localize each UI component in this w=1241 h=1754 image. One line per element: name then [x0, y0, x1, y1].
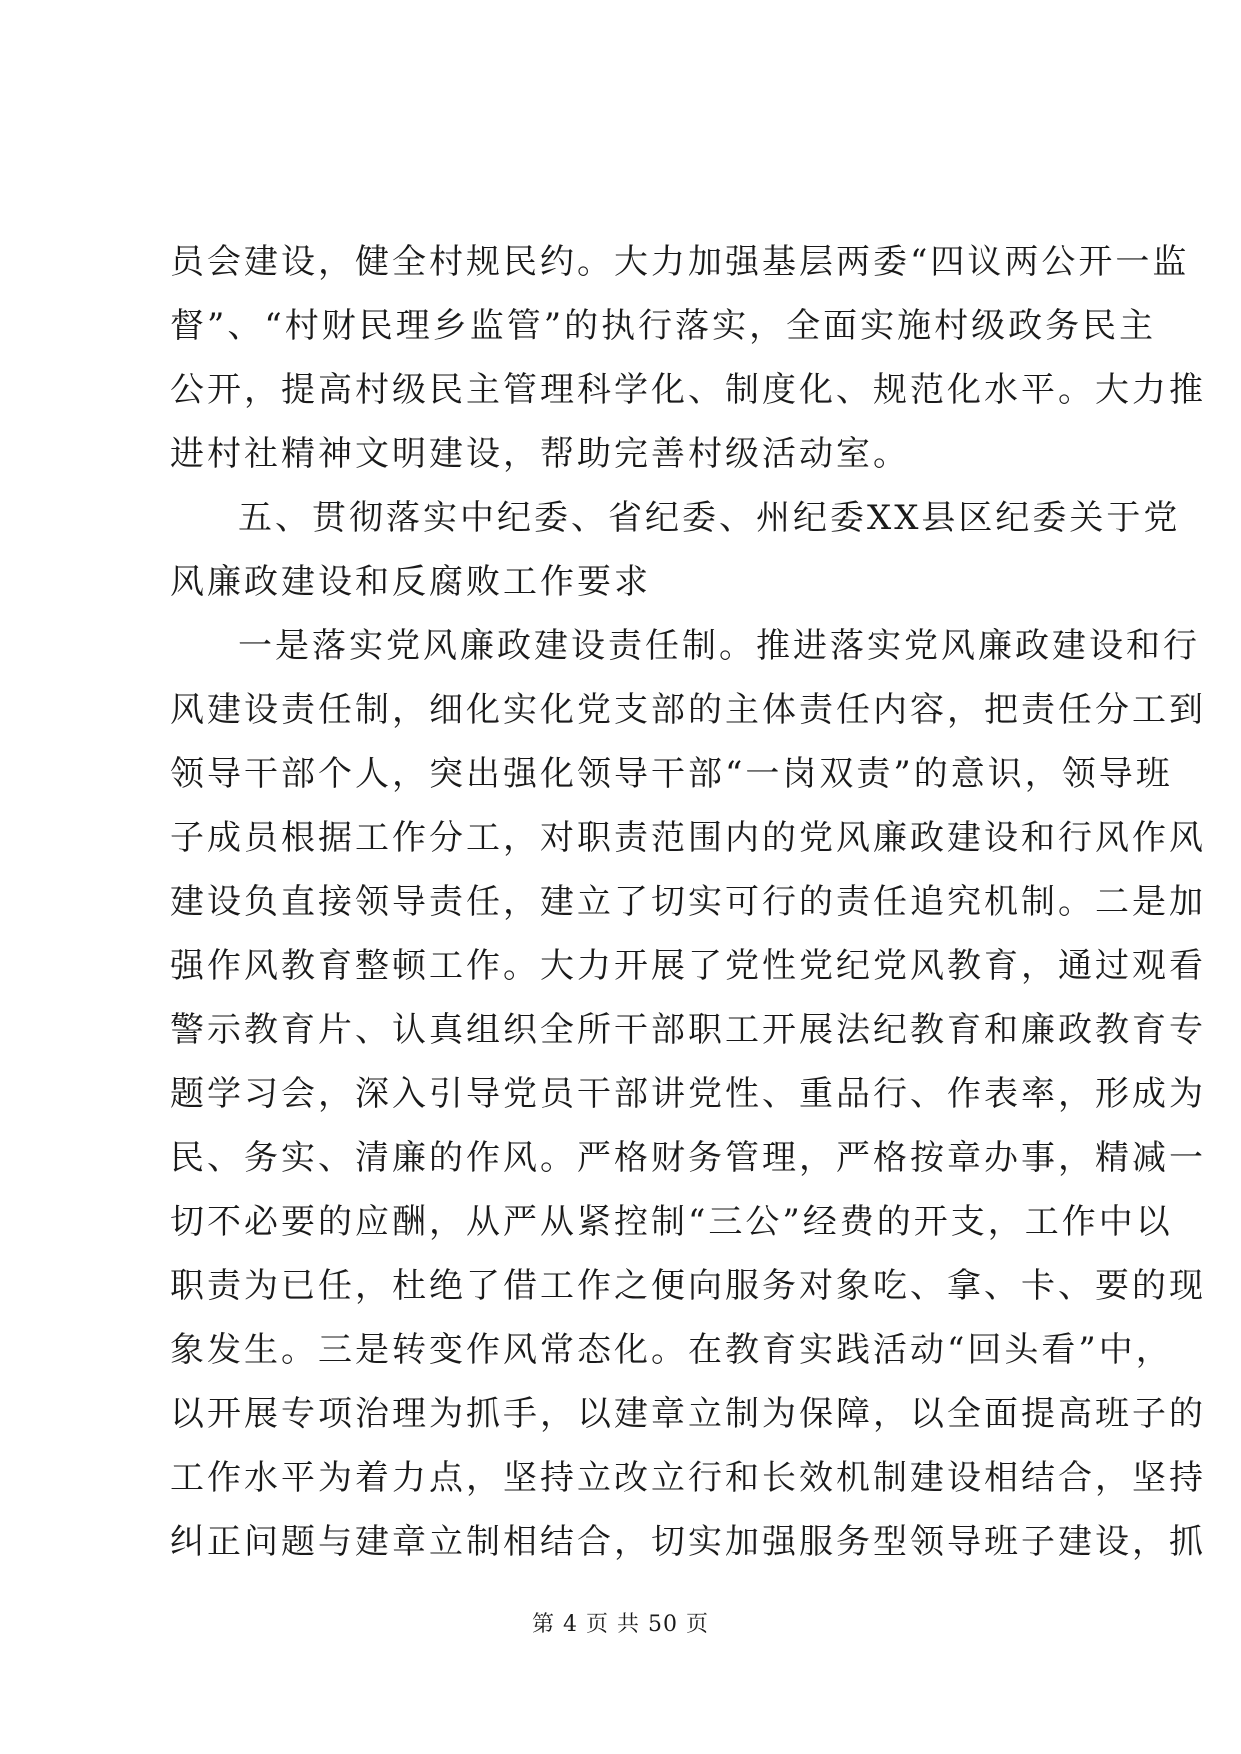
paragraph-line: 题学习会，深入引导党员干部讲党性、重品行、作表率，形成为 — [170, 1074, 1206, 1114]
paragraph-line: 工作水平为着力点，坚持立改立行和长效机制建设相结合，坚持 — [170, 1458, 1206, 1498]
paragraph-line: 警示教育片、认真组织全所干部职工开展法纪教育和廉政教育专 — [170, 1010, 1206, 1050]
page-footer — [0, 1610, 1241, 1640]
heading-line: 五、贯彻落实中纪委、省纪委、州纪委XX县区纪委关于党 — [238, 498, 1181, 538]
paragraph-line: 员会建设，健全村规民约。大力加强基层两委“四议两公开一监 — [170, 242, 1190, 282]
paragraph-line: 象发生。三是转变作风常态化。在教育实践活动“回头看”中， — [170, 1330, 1173, 1370]
paragraph-line: 领导干部个人，突出强化领导干部“一岗双责”的意识，领导班 — [170, 754, 1173, 794]
paragraph-line: 强作风教育整顿工作。大力开展了党性党纪党风教育，通过观看 — [170, 946, 1206, 986]
document-body — [170, 230, 1206, 1574]
paragraph-line: 督”、“村财民理乡监管”的执行落实，全面实施村级政务民主 — [170, 306, 1157, 346]
paragraph-line: 切不必要的应酬，从严从紧控制“三公”经费的开支，工作中以 — [170, 1202, 1173, 1242]
page-number: 第 4 页 共 50 页 — [532, 1612, 709, 1637]
paragraph-line: 公开，提高村级民主管理科学化、制度化、规范化水平。大力推 — [170, 370, 1206, 410]
paragraph-1 — [170, 230, 1206, 486]
heading-line: 风廉政建设和反腐败工作要求 — [170, 562, 651, 602]
paragraph-line: 建设负直接领导责任，建立了切实可行的责任追究机制。二是加 — [170, 882, 1206, 922]
paragraph-line: 子成员根据工作分工，对职责范围内的党风廉政建设和行风作风 — [170, 818, 1206, 858]
paragraph-2 — [170, 614, 1206, 1574]
paragraph-line: 职责为已任，杜绝了借工作之便向服务对象吃、拿、卡、要的现 — [170, 1266, 1206, 1306]
paragraph-line: 一是落实党风廉政建设责任制。推进落实党风廉政建设和行 — [238, 626, 1200, 666]
paragraph-line: 以开展专项治理为抓手，以建章立制为保障，以全面提高班子的 — [170, 1394, 1206, 1434]
paragraph-line: 风建设责任制，细化实化党支部的主体责任内容，把责任分工到 — [170, 690, 1206, 730]
paragraph-line: 纠正问题与建章立制相结合，切实加强服务型领导班子建设，抓 — [170, 1522, 1206, 1562]
paragraph-line: 进村社精神文明建设，帮助完善村级活动室。 — [170, 434, 910, 474]
paragraph-line: 民、务实、清廉的作风。严格财务管理，严格按章办事，精减一 — [170, 1138, 1206, 1178]
section-heading — [170, 486, 1181, 614]
